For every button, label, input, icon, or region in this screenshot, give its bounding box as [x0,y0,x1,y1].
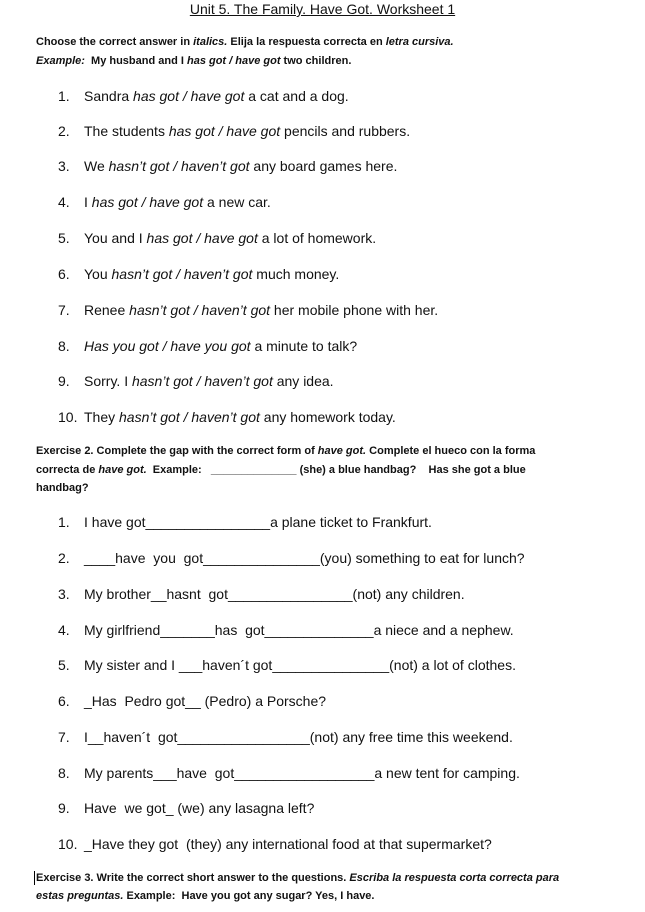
choice-text: has got / have got [91,194,204,210]
ex1-item-7: 7. Renee hasn’t got / haven’t got her mobile phone with her. [58,302,439,318]
ex1-item-2: 2. The students has got / have got pencils and rubbers. [58,123,411,139]
ex2-item-5: 5. My sister and I ___haven´t got_______________(not) a lot of clothes. [58,657,516,673]
exercise2-instruction-line2: correcta de have got. Example: ______________ (she) a blue handbag? Has she got a blue [36,464,526,476]
ex2-item-6: 6. _Has Pedro got__ (Pedro) a Porsche? [58,693,327,709]
exercise1-instruction: Choose the correct answer in italics. Elija la respuesta correcta en letra cursiva. [36,36,454,48]
exercise2-instruction-line1: Exercise 2. Complete the gap with the correct form of have got. Complete el hueco con la forma [36,445,536,457]
ex2-item-9: 9. Have we got_ (we) any lasagna left? [58,800,315,816]
exercise2-instruction-line3: handbag? [36,482,89,494]
ex2-item-2: 2. ____have you got_______________(you) something to eat for lunch? [58,550,525,566]
choice-text: has got / have got [168,123,281,139]
exercise1-example: Example: My husband and I has got / have got two children. [36,55,352,67]
ex2-item-3: 3. My brother__hasnt got________________(not) any children. [58,586,465,602]
choice-text: hasn’t got / haven’t got [108,158,250,174]
ex1-item-6: 6. You hasn’t got / haven’t got much money. [58,266,340,282]
ex2-item-1: 1. I have got________________a plane ticket to Frankfurt. [58,514,432,530]
choice-text: has got / have got [146,230,258,246]
choice-text: Has you got / have you got [84,338,251,354]
ex1-item-1: 1. Sandra has got / have got a cat and a dog. [58,88,349,104]
choice-text: has got / have got [133,88,245,104]
ex2-item-8: 8. My parents___have got__________________a new tent for camping. [58,765,520,781]
ex1-item-3: 3. We hasn’t got / haven’t got any board games here. [58,158,398,174]
worksheet-title [0,0,645,18]
text-cursor [34,871,35,885]
choice-text: hasn’t got / haven’t got [119,409,260,425]
choice-text: hasn’t got / haven’t got [131,373,273,389]
exercise3-instruction-line2: estas preguntas. Example: Have you got any sugar? Yes, I have. [36,890,375,902]
ex2-item-7: 7. I__haven´t got_________________(not) any free time this weekend. [58,729,513,745]
choice-text: hasn’t got / haven’t got [129,302,271,318]
ex1-item-4: 4. I has got / have got a new car. [58,194,271,210]
ex1-item-5: 5. You and I has got / have got a lot of homework. [58,230,377,246]
choice-text: hasn’t got / haven’t got [111,266,253,282]
ex1-item-8: 8. Has you got / have you got a minute to talk? [58,338,358,354]
exercise3-instruction-line1: Exercise 3. Write the correct short answer to the questions. Escriba la respuesta corta correcta para [36,872,560,884]
worksheet-title-text: Unit 5. The Family. Have Got. Worksheet 1 [189,1,456,17]
ex1-item-10: 10. They hasn’t got / haven’t got any homework today. [58,409,396,425]
ex2-item-10: 10. _Have they got (they) any international food at that supermarket? [58,836,492,852]
ex1-item-9: 9. Sorry. I hasn’t got / haven’t got any idea. [58,373,334,389]
ex2-item-4: 4. My girlfriend_______has got______________a niece and a nephew. [58,622,514,638]
